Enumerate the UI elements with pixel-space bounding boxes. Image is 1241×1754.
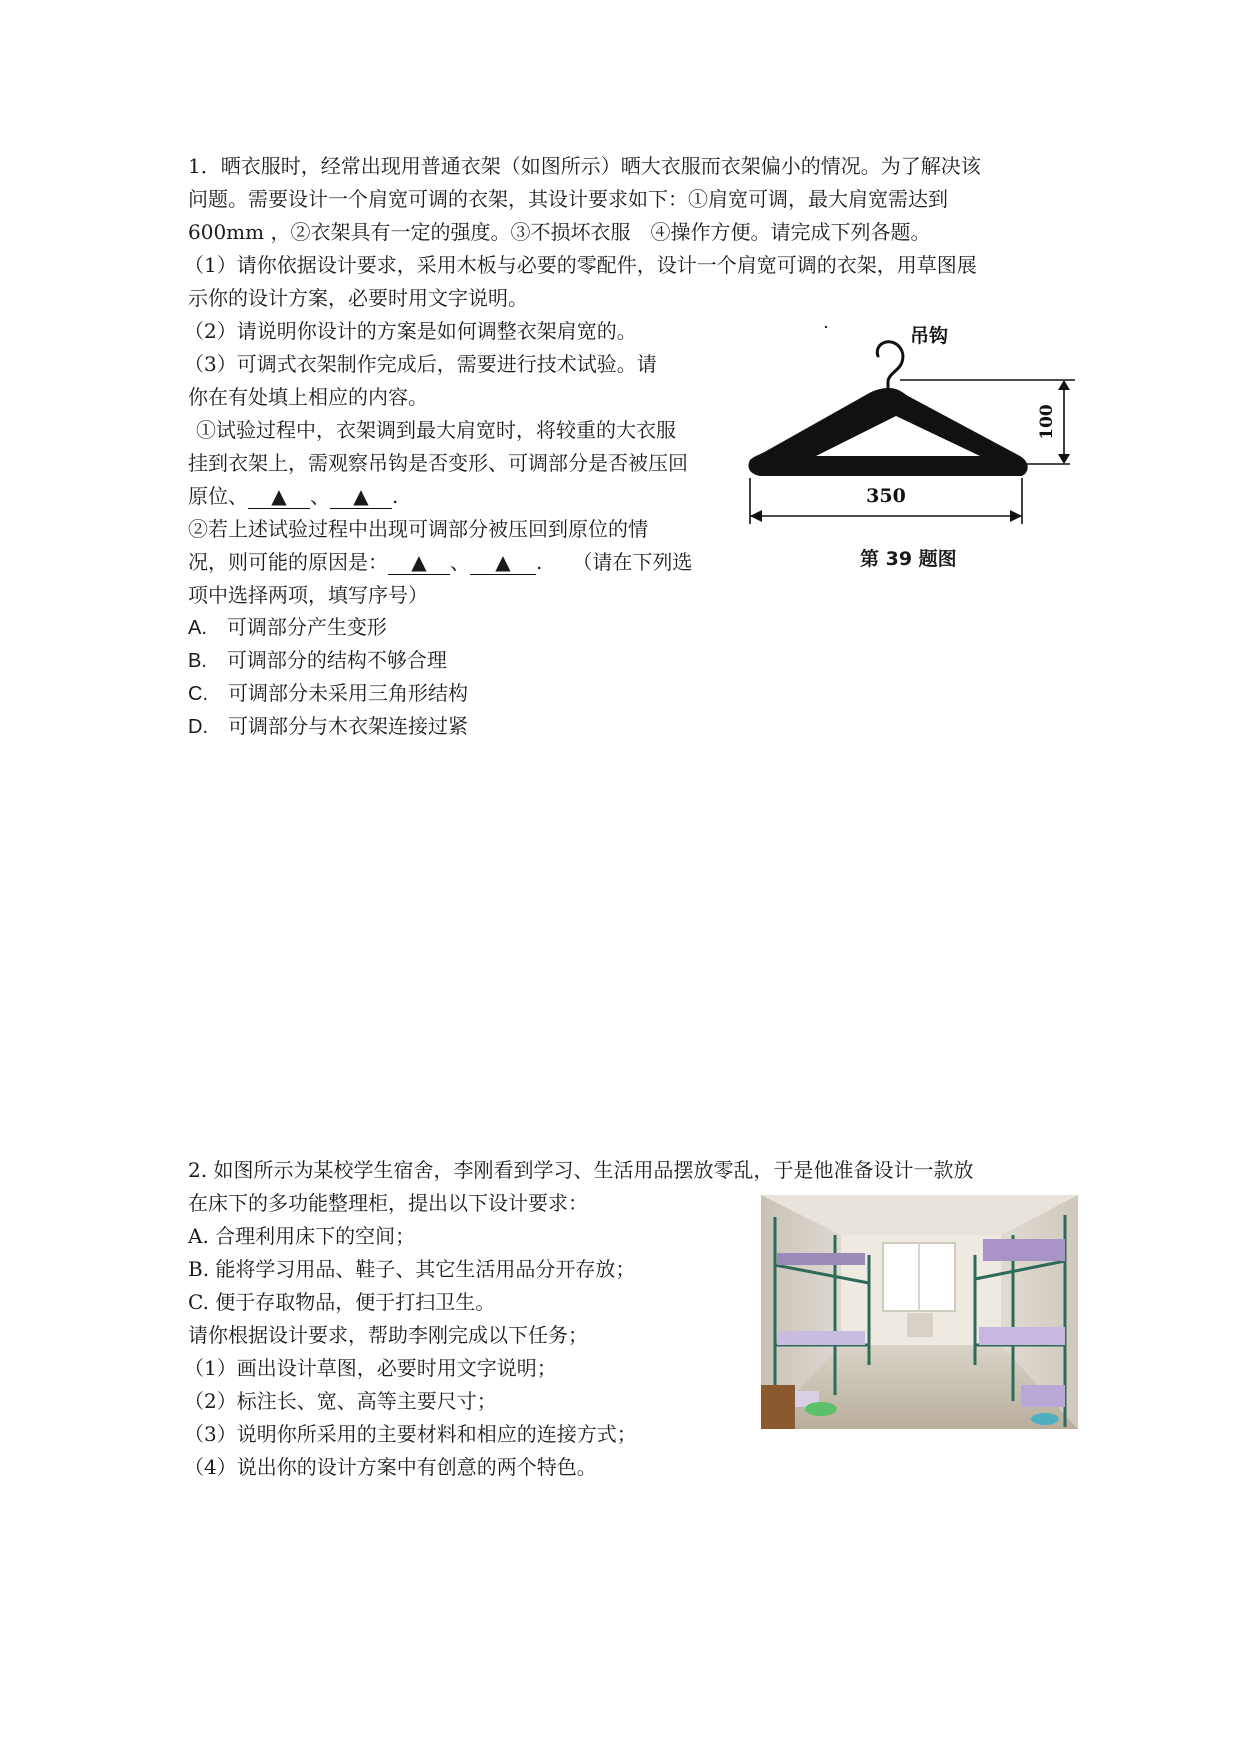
separator: 、 <box>310 484 330 508</box>
answer-blank-1[interactable]: ▲ <box>248 484 310 509</box>
q1-part2: （2）请说明你设计的方案是如何调整衣架肩宽的。 <box>184 319 637 343</box>
answer-blank-4[interactable]: ▲ <box>470 550 536 575</box>
q2-task-4: （4）说出你的设计方案中有创意的两个特色。 <box>184 1455 597 1479</box>
end-dot: . <box>536 550 543 574</box>
hanger-body <box>748 388 1027 476</box>
q2-task-1: （1）画出设计草图，必要时用文字说明； <box>184 1356 557 1380</box>
q1-line-3: 600mm ，②衣架具有一定的强度。③不损坏衣服 ④操作方便。请完成下列各题。 <box>188 220 931 244</box>
q1-line-2: 问题。需要设计一个肩宽可调的衣架，其设计要求如下：①肩宽可调，最大肩宽需达到 <box>188 187 948 211</box>
q1-step2-line-b <box>188 550 692 575</box>
hook-icon <box>877 342 903 391</box>
q1-step2-prefix: 况，则可能的原因是： <box>188 550 388 574</box>
option-d: D. 可调部分与木衣架连接过紧 <box>188 716 468 738</box>
q2-line-1: 2. 如图所示为某校学生宿舍，李刚看到学习、生活用品摆放零乱，于是他准备设计一款放 <box>188 1158 974 1182</box>
q1-step2-line-a: ②若上述试验过程中出现可调部分被压回到原位的情 <box>188 517 648 541</box>
option-c: C. 可调部分未采用三角形结构 <box>188 683 468 705</box>
q1-line-1: 1．晒衣服时，经常出现用普通衣架（如图所示）晒大衣服而衣架偏小的情况。为了解决该 <box>188 154 981 178</box>
end-dot: . <box>392 484 399 508</box>
q1-step1-line-c <box>188 484 398 509</box>
option-a: A. 可调部分产生变形 <box>188 617 387 639</box>
hook-label: 吊钩 <box>910 325 949 347</box>
q1-part3-line-a: （3）可调式衣架制作完成后，需要进行技术试验。请 <box>184 352 657 376</box>
q1-step1-prefix: 原位、 <box>188 484 248 508</box>
width-label: 350 <box>866 485 906 507</box>
dormitory-photo <box>761 1195 1078 1429</box>
q1-step2-line-c: 项中选择两项，填写序号） <box>188 583 428 607</box>
q1-part1-line-b: 示你的设计方案，必要时用文字说明。 <box>188 286 528 310</box>
q1-part3-line-b: 你在有处填上相应的内容。 <box>188 385 428 409</box>
q2-requirement-a: A. 合理利用床下的空间； <box>188 1224 416 1248</box>
q2-task-3: （3）说明你所采用的主要材料和相应的连接方式； <box>184 1422 637 1446</box>
answer-blank-3[interactable]: ▲ <box>388 550 450 575</box>
q2-task-intro: 请你根据设计要求，帮助李刚完成以下任务； <box>188 1323 588 1347</box>
height-label: 100 <box>1037 404 1057 440</box>
hanger-figure <box>740 318 1100 578</box>
answer-blank-2[interactable]: ▲ <box>330 484 392 509</box>
q2-requirement-c: C. 便于存取物品，便于打扫卫生。 <box>188 1290 496 1314</box>
q1-step1-line-a: ①试验过程中，衣架调到最大肩宽时，将较重的大衣服 <box>196 418 676 442</box>
q1-step1-line-b: 挂到衣架上，需观察吊钩是否变形、可调部分是否被压回 <box>188 451 688 475</box>
q2-requirement-b: B. 能将学习用品、鞋子、其它生活用品分开存放； <box>188 1257 636 1281</box>
option-b: B. 可调部分的结构不够合理 <box>188 650 447 672</box>
q2-task-2: （2）标注长、宽、高等主要尺寸； <box>184 1389 497 1413</box>
q1-step2-suffix: （请在下列选 <box>572 550 693 574</box>
figure-caption: 第 39 题图 <box>860 548 957 570</box>
q2-line-2: 在床下的多功能整理柜，提出以下设计要求： <box>188 1191 588 1215</box>
separator: 、 <box>450 550 470 574</box>
q1-part1-line-a: （1）请你依据设计要求，采用木板与必要的零配件，设计一个肩宽可调的衣架，用草图展 <box>184 253 977 277</box>
